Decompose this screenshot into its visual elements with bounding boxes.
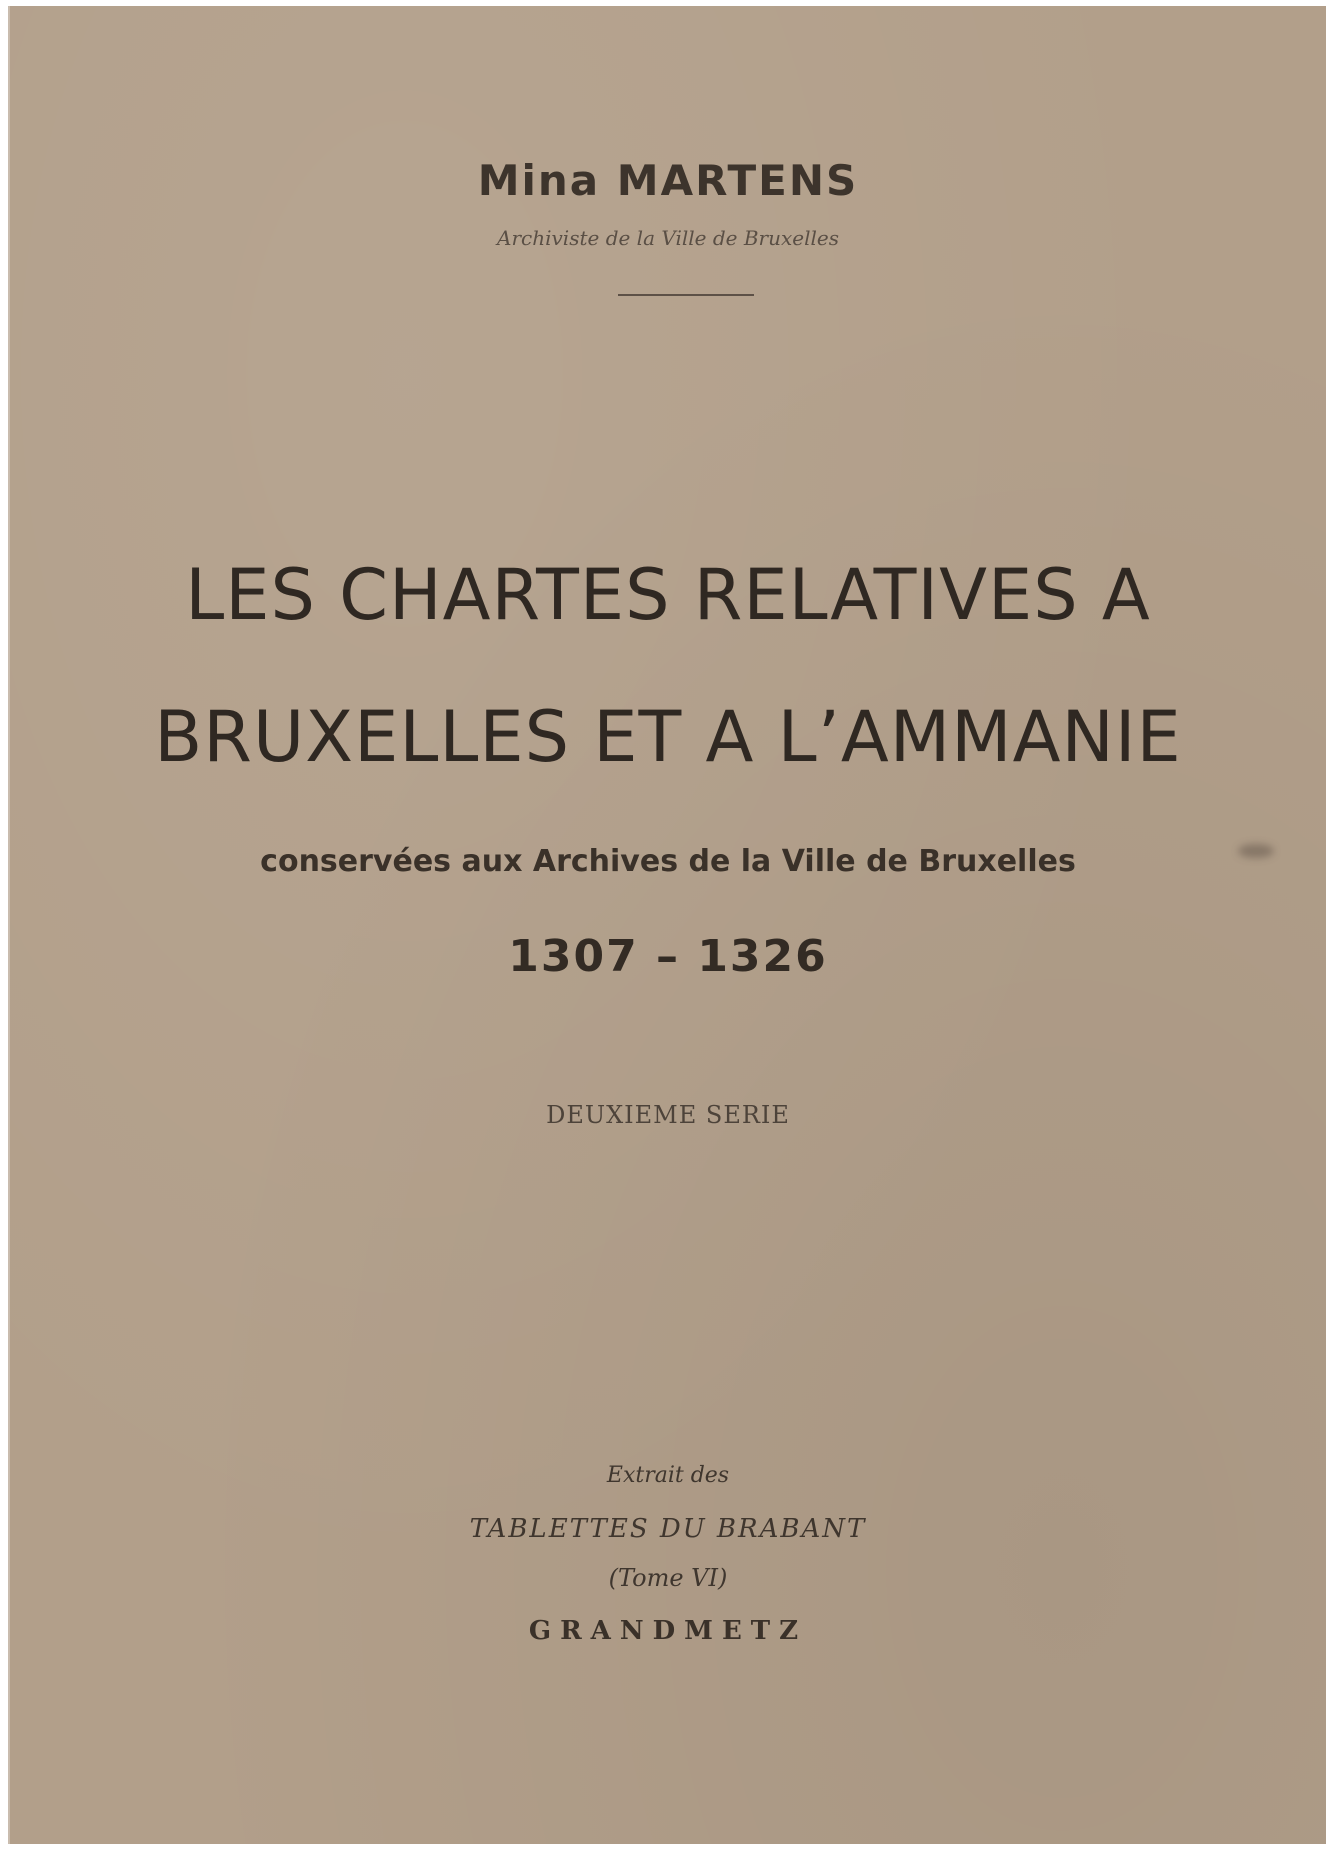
book-cover [8,6,1326,1844]
book-title-line-1: LES CHARTES RELATIVES A [185,554,1151,636]
divider-rule [618,294,754,296]
publisher-name: GRANDMETZ [528,1616,808,1646]
date-range: 1307 – 1326 [508,931,828,982]
volume-label: (Tome VI) [608,1564,728,1592]
author-affiliation: Archiviste de la Ville de Bruxelles [497,226,839,250]
journal-title: TABLETTES DU BRABANT [469,1514,867,1544]
paper-smudge [1238,844,1274,858]
author-name: Mina MARTENS [477,156,859,205]
book-subtitle: conservées aux Archives de la Ville de Bruxelles [260,844,1076,879]
series-label: DEUXIEME SERIE [546,1101,790,1129]
book-title-line-2: BRUXELLES ET A L’AMMANIE [154,696,1182,778]
extract-note: Extrait des [606,1463,730,1488]
